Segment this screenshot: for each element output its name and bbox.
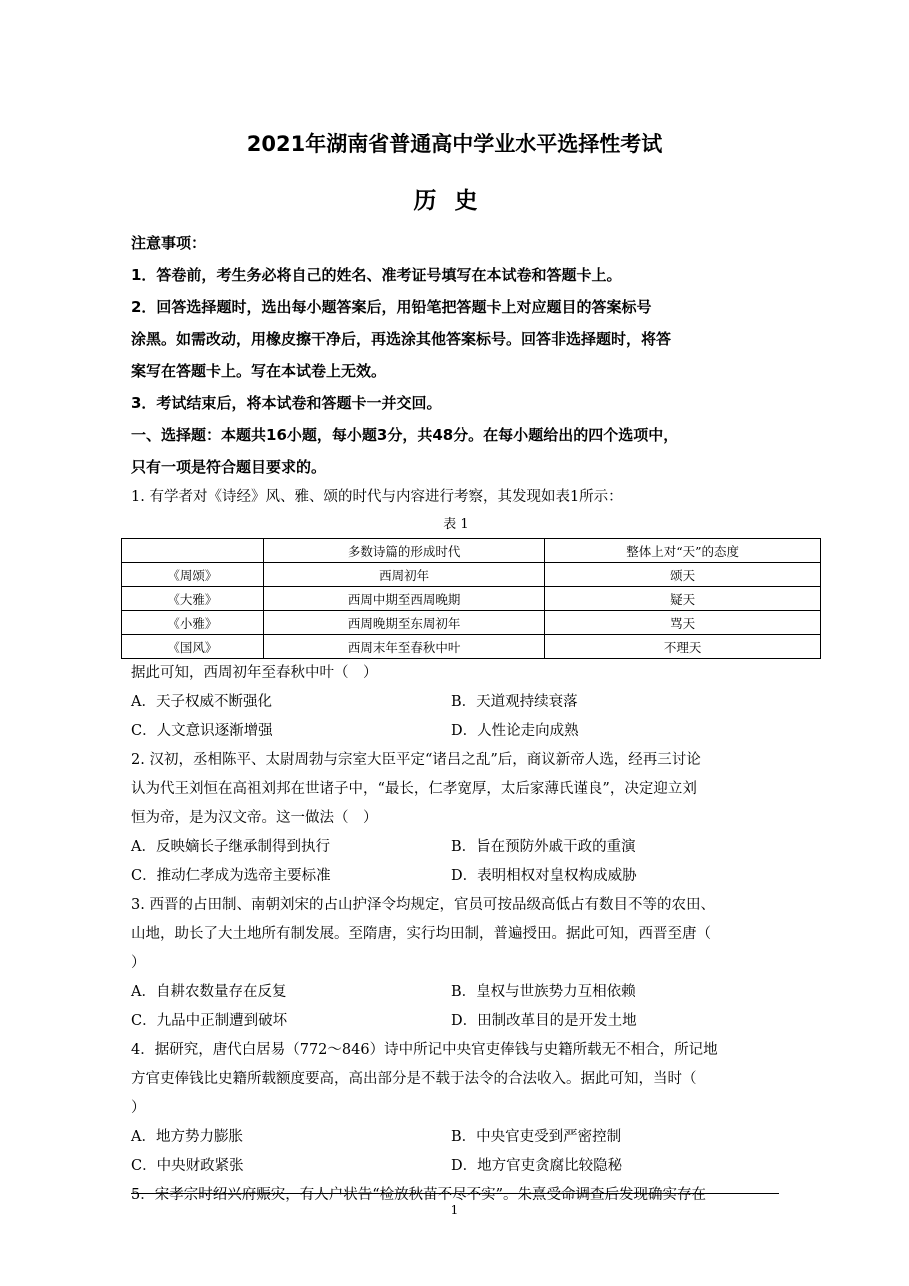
question-stem: 1. 有学者对《诗经》风、雅、颂的时代与内容进行考察，其发现如表1所示： (131, 489, 623, 505)
options-row (131, 1007, 781, 1036)
table-cell: 西周末年至春秋中叶 (263, 635, 545, 659)
table-cell: 不理天 (545, 635, 821, 659)
notes-line: 3．考试结束后，将本试卷和答题卡一并交回。 (131, 394, 442, 412)
table-cell: 《国风》 (122, 635, 264, 659)
question-line: 4．据研究，唐代白居易（772～846）诗中所记中央官吏俸钱与史籍所载无不相合，所记地 (131, 1042, 718, 1058)
table-header-row (122, 539, 821, 563)
option-d: D．人性论走向成熟 (451, 723, 579, 739)
option-d: D．田制改革目的是开发土地 (451, 1013, 637, 1029)
poetry-table (121, 538, 821, 659)
exam-content (131, 227, 781, 1210)
option-a: A．自耕农数量存在反复 (131, 984, 287, 1000)
table-row (122, 563, 821, 587)
option-a: A．天子权威不断强化 (131, 694, 272, 710)
option-c: C．九品中正制遭到破坏 (131, 1013, 288, 1029)
table-cell: 西周晚期至东周初年 (263, 611, 545, 635)
table-row (122, 611, 821, 635)
table-cell: 骂天 (545, 611, 821, 635)
table-cell: 《小雅》 (122, 611, 264, 635)
question-line: 3. 西晋的占田制、南朝刘宋的占山护泽令均规定，官员可按品级高低占有数目不等的农田、 (131, 897, 715, 913)
subject-heading: 历史 (413, 188, 496, 214)
notes-section (131, 227, 781, 419)
footer-rule (131, 1193, 779, 1194)
options-row (131, 862, 781, 891)
table-header-cell (122, 539, 264, 563)
options-row (131, 978, 781, 1007)
notes-line: 1．答卷前，考生务必将自己的姓名、准考证号填写在本试卷和答题卡上。 (131, 266, 622, 284)
option-a: A．地方势力膨胀 (131, 1129, 243, 1145)
notes-line: 2．回答选择题时，选出每小题答案后，用铅笔把答题卡上对应题目的答案标号 (131, 298, 652, 316)
question-3 (131, 891, 781, 1036)
table-cell: 《大雅》 (122, 587, 264, 611)
notes-heading: 注意事项： (131, 234, 207, 252)
options-row (131, 1123, 781, 1152)
option-c: C．中央财政紧张 (131, 1158, 244, 1174)
table-cell: 颂天 (545, 563, 821, 587)
table-cell: 《周颂》 (122, 563, 264, 587)
options-row (131, 833, 781, 862)
exam-title: 2021年湖南省普通高中学业水平选择性考试 (246, 132, 663, 156)
page-number: 1 (450, 1203, 459, 1217)
question-line: ） (131, 955, 146, 971)
option-a: A．反映嫡长子继承制得到执行 (131, 839, 330, 855)
question-line: 山地，助长了大土地所有制发展。至隋唐，实行均田制，普遍授田。据此可知，西晋至唐（ (131, 926, 711, 942)
table-cell: 西周初年 (263, 563, 545, 587)
question-4 (131, 1036, 781, 1181)
table-row (122, 635, 821, 659)
options-row (131, 688, 781, 717)
option-d: D．地方官吏贪腐比较隐秘 (451, 1158, 623, 1174)
question-line: ） (131, 1100, 146, 1116)
question-line: 5．宋孝宗时绍兴府赈灾，有人户状告“检放秋苗不尽不实”。朱熹受命调查后发现确实存在 (131, 1187, 707, 1203)
question-1 (131, 483, 781, 746)
option-d: D．表明相权对皇权构成威胁 (451, 868, 637, 884)
notes-line: 涂黑。如需改动，用橡皮擦干净后，再选涂其他答案标号。回答非选择题时，将答 (131, 330, 672, 348)
option-b: B．皇权与世族势力互相依赖 (451, 984, 636, 1000)
option-c: C．人文意识逐渐增强 (131, 723, 273, 739)
question-line: 认为代王刘恒在高祖刘邦在世诸子中，“最长，仁孝宽厚，太后家薄氏谨良”，决定迎立刘 (131, 781, 697, 797)
notes-line: 案写在答题卡上。写在本试卷上无效。 (131, 362, 387, 380)
question-ask: 据此可知，西周初年至春秋中叶（ ） (131, 665, 378, 681)
table-header-cell: 多数诗篇的形成时代 (263, 539, 545, 563)
table-header-cell: 整体上对“天”的态度 (545, 539, 821, 563)
section-instructions (131, 419, 781, 483)
section-line: 一、选择题：本题共16小题，每小题3分，共48分。在每小题给出的四个选项中， (131, 426, 679, 444)
option-b: B．中央官吏受到严密控制 (451, 1129, 622, 1145)
option-c: C．推动仁孝成为选帝主要标准 (131, 868, 331, 884)
table-caption: 表 1 (443, 517, 469, 532)
question-line: 恒为帝，是为汉文帝。这一做法（ ） (131, 810, 378, 826)
option-b: B．旨在预防外戚干政的重演 (451, 839, 636, 855)
options-row (131, 1152, 781, 1181)
table-cell: 疑天 (545, 587, 821, 611)
option-b: B．天道观持续衰落 (451, 694, 578, 710)
options-row (131, 717, 781, 746)
section-line: 只有一项是符合题目要求的。 (131, 458, 327, 476)
question-line: 2. 汉初，丞相陈平、太尉周勃与宗室大臣平定“诸吕之乱”后，商议新帝人选，经再三讨论 (131, 752, 701, 768)
question-line: 方官吏俸钱比史籍所载额度要高，高出部分是不载于法令的合法收入。据此可知，当时（ (131, 1071, 697, 1087)
table-cell: 西周中期至西周晚期 (263, 587, 545, 611)
table-row (122, 587, 821, 611)
question-2 (131, 746, 781, 891)
